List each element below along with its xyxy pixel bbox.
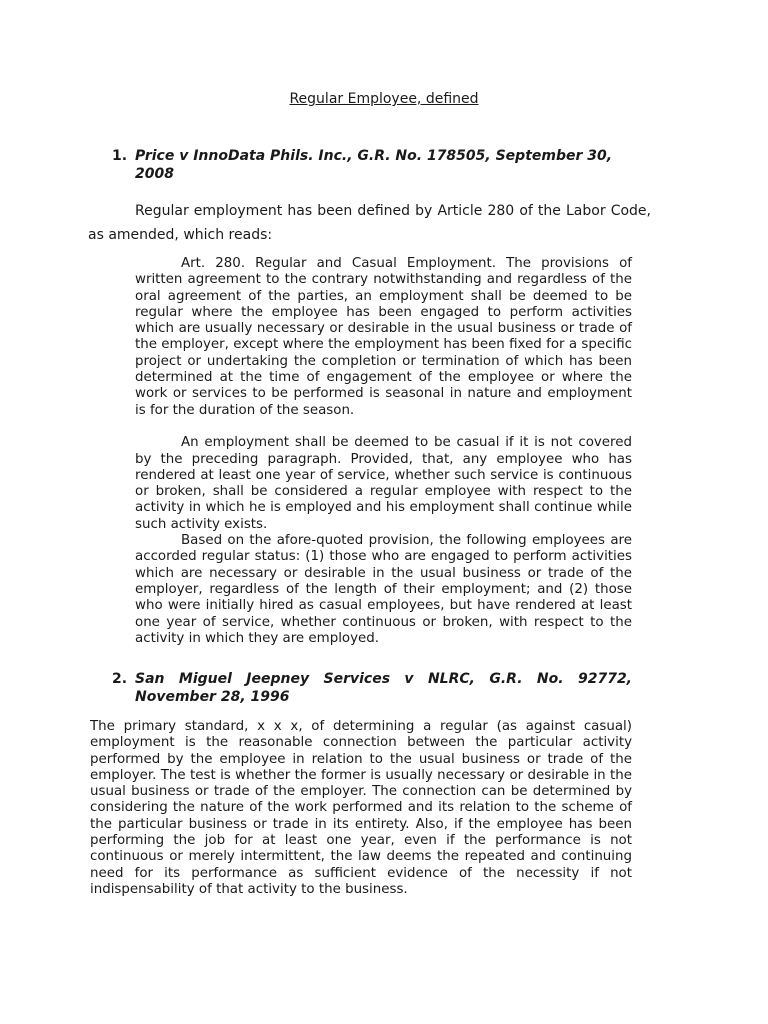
case-heading-1 [112,147,655,183]
case-heading-2 [112,670,632,706]
quote-paragraph-1: Art. 280. Regular and Casual Employment. The provisions of written agreement to the contrary notwithstanding and regardless of the oral agreement of the parties, an employment shall be deemed to be regular where the employee has been engaged to perform activities which are usually necessary or desirable in the usual business or trade of the employer, except where the employment has been fixed for a specific project or undertaking the completion or termination of which has been determined at the time of engagement of the employee or where the work or services to be performed is seasonal in nature and employment is for the duration of the season. [135,256,632,418]
case-number-1: 1. [112,148,128,164]
case-title-2-line-1: San Miguel Jeepney Services v NLRC, G.R. No. 92772, [135,671,632,687]
intro-paragraph: Regular employment has been defined by Article 280 of the Labor Code, as amended, which reads: [88,203,651,243]
quote-paragraph-2: An employment shall be deemed to be casual if it is not covered by the preceding paragraph. Provided, that, any employee who has rendered at least one year of service, whether such service is continuous or broken, shall be considered a regular employee with respect to the activity in which he is employed and his employment shall continue while such activity exists. [135,435,632,532]
case-title-2-line-2: November 28, 1996 [135,689,290,705]
case-title-1: Price v InnoData Phils. Inc., G.R. No. 178505, September 30, 2008 [135,148,613,182]
quoted-provision [135,256,632,647]
document-title: Regular Employee, defined [289,91,479,107]
quote-paragraph-3: Based on the afore-quoted provision, the following employees are accorded regular status: (1) those who are engaged to perform activities which are necessary or desirable in the usual business or trade of the employer, regardless of the length of their employment; and (2) those who were initially hired as casual employees, but have rendered at least one year of service, whether continuous or broken, with respect to the activity in which they are employed. [135,533,632,646]
case2-body-paragraph: The primary standard, x x x, of determining a regular (as against casual) employment is the reasonable connection between the particular activity performed by the employee in relation to the usual business or trade of the employer. The test is whether the former is usually necessary or desirable in the usual business or trade of the employer. The connection can be determined by considering the nature of the work performed and its relation to the scheme of the particular business or trade in its entirety. Also, if the employee has been performing the job for at least one year, even if the performance is not continuous or merely intermittent, the law deems the repeated and continuing need for its performance as sufficient evidence of the necessity if not indispensability of that activity to the business. [90,719,632,897]
case-number-2: 2. [112,671,128,687]
